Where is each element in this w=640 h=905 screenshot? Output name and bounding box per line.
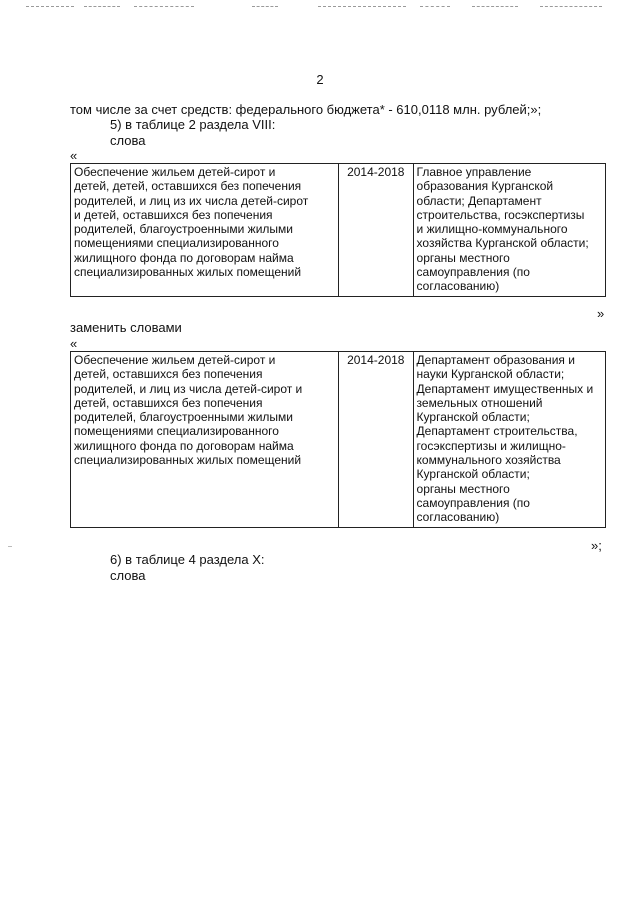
new-table [70, 351, 606, 528]
cell-line: родителей, благоустроенными жилыми [74, 410, 293, 425]
cell-line: и детей, оставшихся без попечения [74, 207, 273, 222]
executors-cell [413, 352, 605, 528]
item6-words-label: слова [110, 568, 146, 583]
cell-line: Обеспечение жильем детей-сирот и [74, 165, 276, 179]
cell-line: жилищного фонда по договорам найма [74, 250, 294, 265]
old-table [70, 163, 606, 297]
scan-artifact [84, 6, 120, 7]
item5-heading: 5) в таблице 2 раздела VIII: [110, 117, 276, 132]
cell-line: помещениями специализированного [74, 236, 279, 251]
cell-line: детей, оставшихся без попечения [74, 367, 263, 382]
measure-cell [71, 164, 339, 297]
cell-line: родителей, благоустроенными жилыми [74, 222, 293, 237]
cell-line: Департамент образования и [416, 353, 575, 367]
intro-line: том числе за счет средств: федерального бюджета* - 610,0118 млн. рублей;»; [70, 102, 542, 117]
table-row [71, 352, 606, 528]
cell-line: самоуправления (по [416, 495, 530, 510]
scan-artifact [134, 6, 194, 7]
scan-artifact [252, 6, 278, 7]
period-cell: 2014-2018 [339, 164, 414, 297]
item6-heading: 6) в таблице 4 раздела X: [110, 552, 265, 567]
cell-line: детей, оставшихся без попечения [74, 395, 263, 410]
item5-words-label: слова [110, 133, 146, 148]
cell-line: жилищного фонда по договорам найма [74, 438, 294, 453]
close-quote-2: »; [591, 538, 602, 553]
cell-line: Обеспечение жильем детей-сирот и [74, 353, 276, 367]
scan-artifact [318, 6, 406, 7]
scan-artifact [8, 546, 12, 547]
cell-line: самоуправления (по [416, 265, 530, 280]
close-quote: » [597, 306, 605, 321]
measure-cell [71, 352, 339, 528]
cell-line: Главное управление [416, 165, 532, 179]
cell-line: согласованию) [416, 279, 500, 294]
cell-line: специализированных жилых помещений [74, 453, 302, 468]
cell-line: области; Департамент [416, 193, 542, 208]
executors-cell [413, 164, 605, 297]
cell-line: помещениями специализированного [74, 424, 279, 439]
cell-line: Курганской области; [416, 467, 530, 482]
table-row [71, 164, 606, 297]
scan-artifact [420, 6, 450, 7]
cell-line: органы местного [416, 250, 510, 265]
cell-line: и жилищно-коммунального [416, 222, 568, 237]
cell-line: образования Курганской [416, 179, 554, 194]
cell-line: строительства, госэкспертизы [416, 207, 585, 222]
cell-line: Курганской области; [416, 410, 530, 425]
replace-label: заменить словами [70, 320, 182, 335]
page-number: 2 [316, 72, 324, 87]
open-quote: « [70, 148, 78, 163]
cell-line: специализированных жилых помещений [74, 265, 302, 280]
cell-line: Департамент строительства, [416, 424, 578, 439]
scan-artifact [540, 6, 602, 7]
cell-line: госэкспертизы и жилищно- [416, 438, 566, 453]
cell-line: Департамент имущественных и [416, 381, 594, 396]
cell-line: родителей, и лиц из числа детей-сирот и [74, 381, 303, 396]
cell-line: земельных отношений [416, 395, 543, 410]
cell-line: согласованию) [416, 510, 500, 525]
cell-line: детей, детей, оставшихся без попечения [74, 179, 302, 194]
cell-line: хозяйства Курганской области; [416, 236, 589, 251]
cell-line: органы местного [416, 481, 510, 496]
cell-line: коммунального хозяйства [416, 453, 561, 468]
cell-line: родителей, и лиц из их числа детей-сирот [74, 193, 309, 208]
cell-line: науки Курганской области; [416, 367, 565, 382]
period-cell: 2014-2018 [339, 352, 414, 528]
scan-artifact [26, 6, 74, 7]
open-quote-2: « [70, 336, 78, 351]
scan-artifact [472, 6, 518, 7]
